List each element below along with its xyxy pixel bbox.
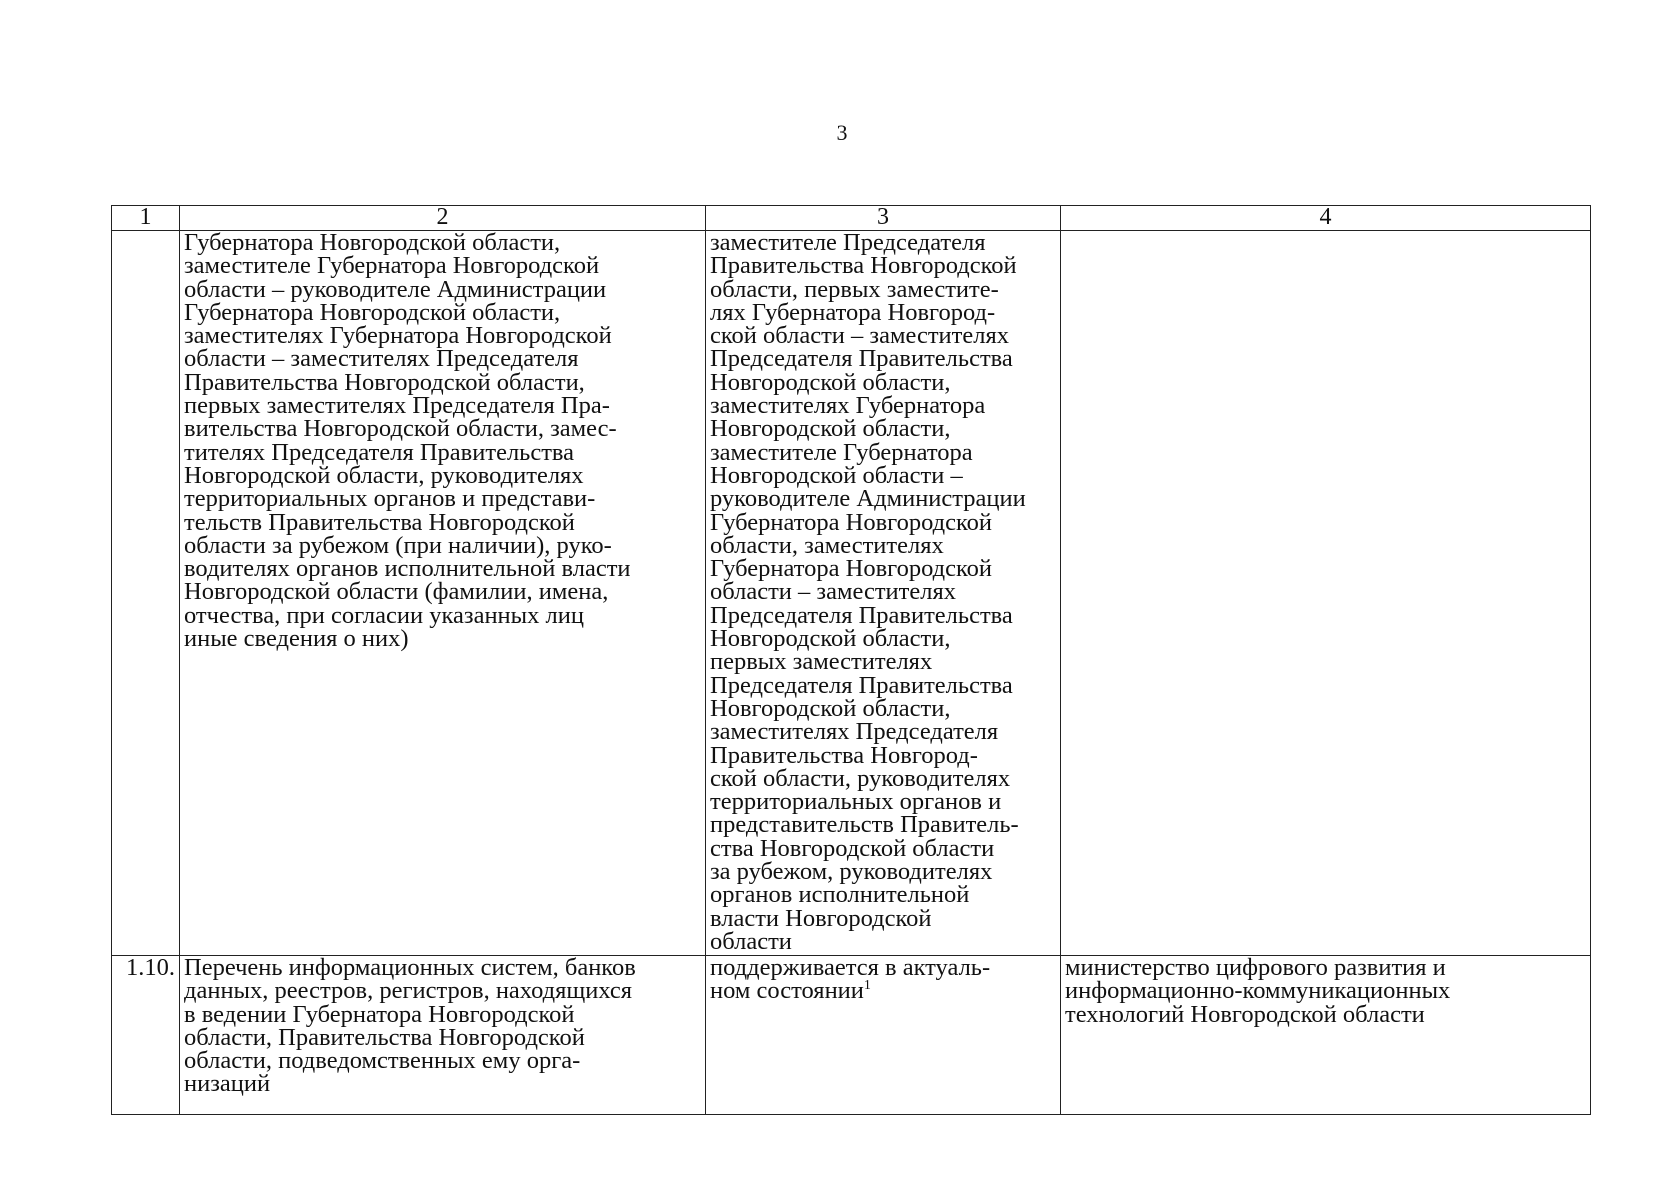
- row-continued-status: заместителе Председателя Правительства Новгородской области, первых заместите- лях Губернатора Новгород- ской области – заместителях Председателя Правительства Новгородской области, заместителях Губернатора Новгородской области, заместителе Губернатора Новгородской области – руководителе Администрации Губернатора Новгородской области, заместителях Губернатора Новгородской области – заместителях Председателя Правительства Новгородской области, первых заместителях Председателя Правительства Новгородской области, заместителях Председателя Правительства Новгород- ской области, руководителях территориальных органов и представительств Правитель- ства Новгородской области за рубежом, руководителях органов исполнительной власти Новгородской области: [706, 231, 1061, 956]
- row-110-status: поддерживается в актуаль- ном состоянии: [710, 954, 991, 1005]
- row-continued-responsible: [1061, 231, 1591, 956]
- row-continued-description: Губернатора Новгородской области, заместителе Губернатора Новгородской области – руководителе Администрации Губернатора Новгородской области, заместителях Губернатора Новгородской области – заместителях Председателя Правительства Новгородской области, первых заместителях Председателя Пра- вительства Новгородской области, замес- тителях Председателя Правительства Новгородской области, руководителях территориальных органов и представи- тельств Правительства Новгородской области за рубежом (при наличии), руко- водителях органов исполнительной власти Новгородской области (фамилии, имена, отчества, при согласии указанных лиц иные сведения о них): [180, 231, 706, 956]
- header-col-3: 3: [706, 206, 1061, 231]
- header-col-1: 1: [112, 206, 180, 231]
- footnote-marker: 1: [863, 978, 871, 994]
- table-row: [112, 956, 1591, 1115]
- document-table: [111, 205, 1591, 1115]
- page-number: 3: [836, 120, 848, 145]
- header-col-2: 2: [180, 206, 706, 231]
- table-row: [112, 231, 1591, 956]
- row-continued-number: [112, 231, 180, 956]
- row-110-description: Перечень информационных систем, банков данных, реестров, регистров, находящихся в ведении Губернатора Новгородской области, Правительства Новгородской области, подведомственных ему орга- низаций: [180, 956, 706, 1115]
- header-col-4: 4: [1061, 206, 1591, 231]
- row-110-number: 1.10.: [112, 956, 180, 1115]
- table-header-row: [112, 206, 1591, 231]
- row-110-responsible: министерство цифрового развития и информационно-коммуникационных технологий Новгородской области: [1061, 956, 1591, 1115]
- row-110-status-cell: [706, 956, 1061, 1115]
